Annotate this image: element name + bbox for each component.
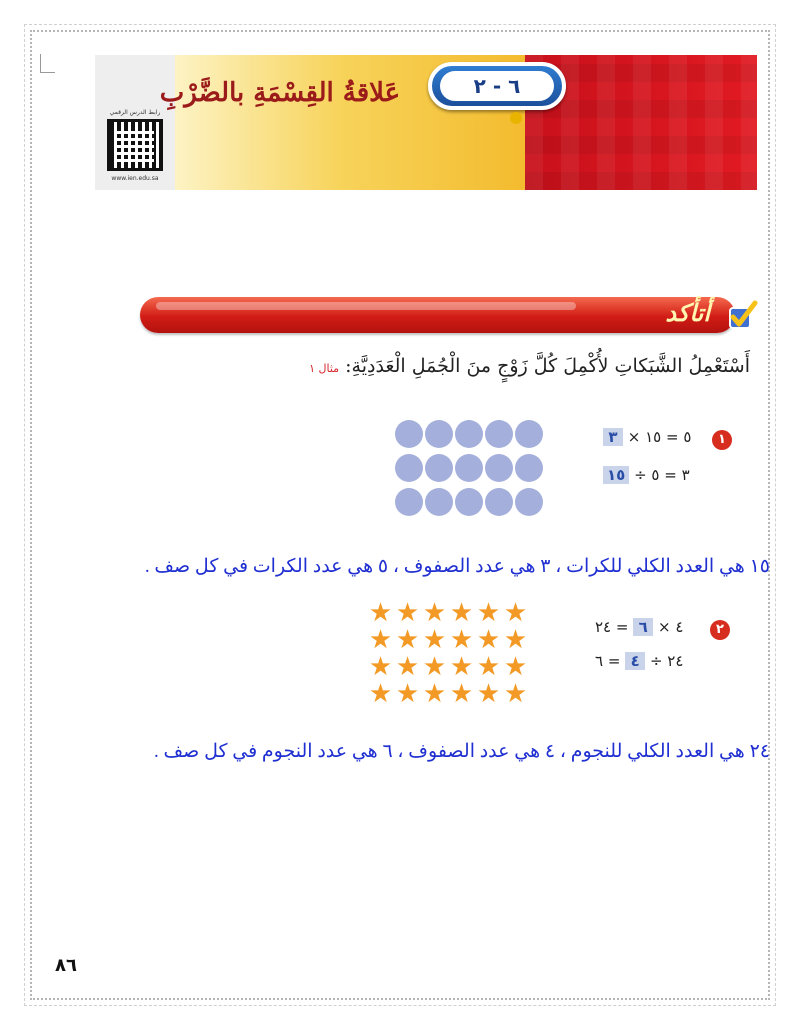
star-icon: ★ (368, 652, 393, 682)
star-icon: ★ (422, 598, 447, 628)
star-icon: ★ (476, 598, 501, 628)
lesson-banner (95, 55, 757, 190)
qr-url: www.ien.edu.sa (111, 175, 159, 182)
problem-1-answer: ١٥ هي العدد الكلي للكرات ، ٣ هي عدد الصفوف ، ٥ هي عدد الكرات في كل صف . (144, 556, 770, 577)
star-icon: ★ (395, 625, 420, 655)
problem-1-equation-2 (603, 466, 690, 484)
ball (455, 420, 483, 448)
answer-box[interactable]: ١٥ (603, 466, 629, 484)
answer-box[interactable]: ٤ (625, 652, 645, 670)
qr-code-icon[interactable] (107, 119, 163, 171)
equation-text: ٤ × (653, 618, 684, 636)
ball-array (395, 420, 545, 516)
star-icon: ★ (449, 598, 474, 628)
star-icon: ★ (476, 679, 501, 709)
equation-text: × ٥ = ١٥ (623, 428, 692, 446)
ball (425, 488, 453, 516)
instruction-main: أَسْتَعْمِلُ الشَّبَكاتِ لأُكْمِلَ كُلَّ زَوْجٍ منَ الْجُمَلِ الْعَدَدِيَّةِ: (345, 355, 750, 377)
ball (395, 420, 423, 448)
star-icon: ★ (503, 652, 528, 682)
answer-box[interactable]: ٣ (603, 428, 623, 446)
problem-2-equation-1 (595, 618, 683, 636)
ball (485, 454, 513, 482)
star-icon: ★ (449, 679, 474, 709)
ball (395, 488, 423, 516)
ball (455, 454, 483, 482)
ball (395, 454, 423, 482)
star-icon: ★ (422, 625, 447, 655)
star-array (367, 600, 537, 708)
star-icon: ★ (503, 679, 528, 709)
ball (455, 488, 483, 516)
ball (515, 454, 543, 482)
qr-caption: رابط الدرس الرقمي (109, 109, 161, 116)
lesson-title: عَلاقةُ القِسْمَةِ بالضَّرْبِ (159, 78, 401, 108)
ball (485, 420, 513, 448)
ball (425, 454, 453, 482)
star-icon: ★ (449, 625, 474, 655)
ball (425, 420, 453, 448)
star-icon: ★ (395, 679, 420, 709)
margin-mark (40, 54, 55, 73)
problem-2-equation-2 (595, 652, 683, 670)
instruction-text (200, 355, 750, 377)
lesson-number: ٦ - ٢ (440, 71, 554, 101)
star-icon: ★ (368, 598, 393, 628)
problem-2-answer: ٢٤ هي العدد الكلي للنجوم ، ٤ هي عدد الصفوف ، ٦ هي عدد النجوم في كل صف . (154, 741, 770, 762)
star-icon: ★ (503, 625, 528, 655)
star-icon: ★ (503, 598, 528, 628)
ball (515, 488, 543, 516)
answer-box[interactable]: ٦ (633, 618, 653, 636)
star-icon: ★ (449, 652, 474, 682)
star-icon: ★ (368, 625, 393, 655)
qr-panel (95, 55, 176, 190)
star-icon: ★ (395, 598, 420, 628)
equation-text: = ٢٤ (595, 618, 634, 636)
example-reference: مثال ١ (309, 362, 340, 375)
ball (485, 488, 513, 516)
equation-text: ÷ ٣ = ٥ (629, 466, 690, 484)
lesson-number-badge (428, 62, 566, 110)
equation-text: ٢٤ ÷ (645, 652, 684, 670)
problem-2-number: ٢ (710, 620, 730, 640)
problem-1-number: ١ (712, 430, 732, 450)
equation-text: = ٦ (595, 652, 626, 670)
decorative-dot (510, 112, 522, 124)
page-number: ٨٦ (55, 955, 77, 976)
star-icon: ★ (422, 679, 447, 709)
star-icon: ★ (476, 625, 501, 655)
star-icon: ★ (395, 652, 420, 682)
star-icon: ★ (422, 652, 447, 682)
star-icon: ★ (368, 679, 393, 709)
section-title: أتأكد (665, 298, 710, 327)
star-icon: ★ (476, 652, 501, 682)
ball (515, 420, 543, 448)
checkmark-icon (724, 298, 760, 334)
problem-1-equation-1 (603, 428, 691, 446)
